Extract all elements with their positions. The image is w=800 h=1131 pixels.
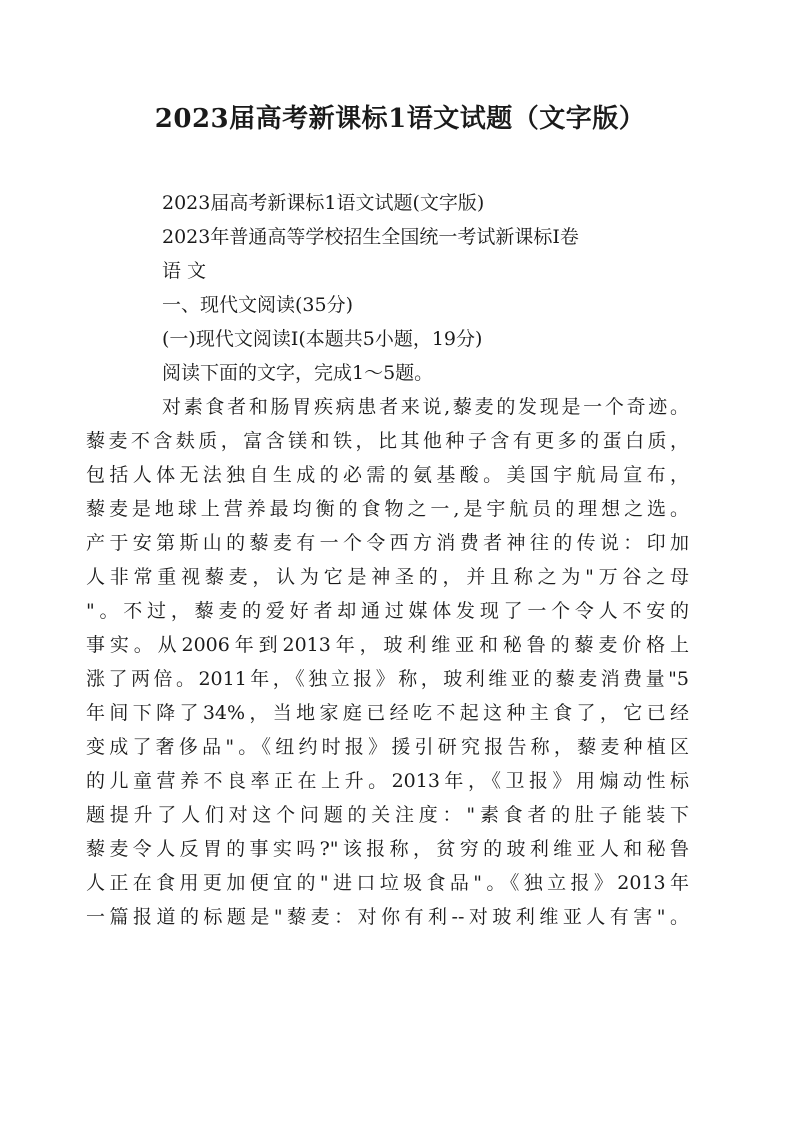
- section-heading: 一、现代文阅读(35分): [162, 294, 354, 316]
- passage-line: "。不过，藜麦的爱好者却通过媒体发现了一个令人不安的: [86, 600, 689, 622]
- passage-line: 的儿童营养不良率正在上升。2013年，《卫报》用煽动性标: [86, 770, 689, 792]
- passage-paragraph: [86, 390, 689, 934]
- passage-line: 人正在食用更加便宜的"进口垃圾食品"。《独立报》2013年: [86, 872, 689, 894]
- passage-line: 题提升了人们对这个问题的关注度："素食者的肚子能装下: [86, 804, 689, 826]
- passage-line: 涨了两倍。2011年，《独立报》称，玻利维亚的藜麦消费量"5: [86, 668, 689, 690]
- passage-line: 一篇报道的标题是"藜麦：对你有利--对玻利维亚人有害"。: [86, 906, 689, 928]
- header-line-subject: 语 文: [162, 260, 207, 282]
- passage-line: 变成了奢侈品"。《纽约时报》援引研究报告称，藜麦种植区: [86, 736, 689, 758]
- header-line-title: 2023届高考新课标1语文试题(文字版): [162, 192, 485, 214]
- passage-line: 事实。从2006年到2013年，玻利维亚和秘鲁的藜麦价格上: [86, 634, 689, 656]
- passage-line: 人非常重视藜麦，认为它是神圣的，并且称之为"万谷之母: [86, 566, 689, 588]
- passage-line: 对素食者和肠胃疾病患者来说,藜麦的发现是一个奇迹。: [162, 396, 689, 418]
- subsection-heading: (一)现代文阅读Ⅰ(本题共5小题，19分): [162, 328, 483, 350]
- passage-line: 藜麦是地球上营养最均衡的食物之一,是宇航员的理想之选。: [86, 498, 689, 520]
- passage-line: 年间下降了34%，当地家庭已经吃不起这种主食了，它已经: [86, 702, 689, 724]
- passage-line: 藜麦不含麸质，富含镁和铁，比其他种子含有更多的蛋白质，: [86, 430, 689, 452]
- passage-line: 包括人体无法独自生成的必需的氨基酸。美国宇航局宣布，: [86, 464, 689, 486]
- document-title: 2023届高考新课标1语文试题（文字版）: [154, 104, 646, 134]
- header-line-exam: 2023年普通高等学校招生全国统一考试新课标Ⅰ卷: [162, 226, 579, 248]
- instruction-line: 阅读下面的文字，完成1～5题。: [162, 362, 434, 384]
- passage-line: 藜麦令人反胃的事实吗?"该报称，贫穷的玻利维亚人和秘鲁: [86, 838, 689, 860]
- passage-line: 产于安第斯山的藜麦有一个令西方消费者神往的传说：印加: [86, 532, 689, 554]
- document-body: [86, 186, 689, 934]
